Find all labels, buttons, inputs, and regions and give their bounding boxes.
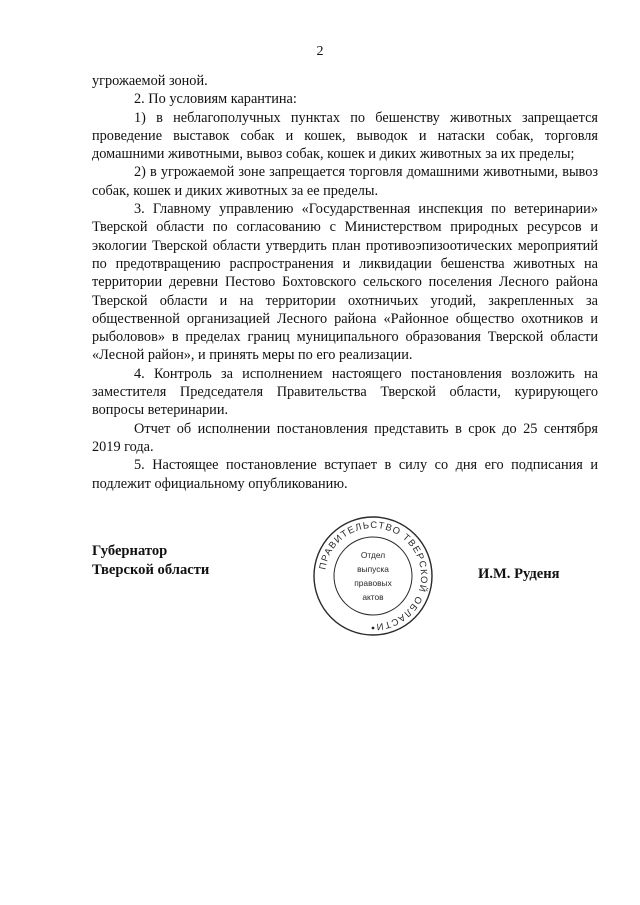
signatory-title — [92, 542, 209, 580]
paragraph-condition-1: 1) в неблагополучных пунктах по бешенству животных запрещается проведение выставок собак и кошек, выводок и натаски собак, торговля домашними животными, вывоз собак, кошек и диких животных за их пределы; — [92, 109, 598, 163]
paragraph-continuation: угрожаемой зоной. — [92, 73, 208, 89]
seal-bottom-star — [372, 627, 375, 630]
seal-inner-ring — [334, 537, 412, 615]
seal-ring-text: ПРАВИТЕЛЬСТВО ТВЕРСКОЙ ОБЛАСТИ — [316, 518, 431, 634]
signatory-title-line1: Губернатор — [92, 543, 168, 559]
document-body — [92, 72, 598, 493]
paragraph-item-5: 5. Настоящее постановление вступает в силу со дня его подписания и подлежит официальному опубликованию. — [92, 457, 598, 492]
page-number: 2 — [316, 44, 324, 59]
paragraph-condition-2: 2) в угрожаемой зоне запрещается торговля домашними животными, вывоз собак, кошек и диких животных за ее пределы. — [92, 164, 598, 199]
seal-center-line-1: Отдел — [360, 550, 386, 560]
paragraph-report: Отчет об исполнении постановления представить в срок до 25 сентября 2019 года. — [92, 420, 598, 455]
signatory-title-line2: Тверской области — [92, 562, 210, 578]
signatory-name: И.М. Руденя — [478, 566, 560, 582]
seal-center-line-4: актов — [362, 592, 384, 602]
seal-center-line-2: выпуска — [357, 564, 389, 574]
seal-outer-ring — [314, 517, 432, 635]
paragraph-item-4: 4. Контроль за исполнением настоящего постановления возложить на заместителя Председателя Правительства Тверской области, курирующего вопросы ветеринарии. — [92, 365, 598, 419]
seal-center-line-3: правовых — [354, 578, 392, 588]
official-seal-stamp — [311, 514, 435, 638]
paragraph-quarantine-conditions: 2. По условиям карантина: — [134, 91, 297, 108]
paragraph-item-3: 3. Главному управлению «Государственная инспекция по ветеринарии» Тверской области по согласованию с Министерством природных ресурсов и экологии Тверской области утвердить план противоэпизоотических мероприятий по предотвращению распространения и ликвидации бешенства животных на территории деревни Пестово Бохтовского сельского поселения Лесного района Тверской области и на территории охотничьих угодий, закрепленных за общественной организацией Лесного района «Районное общество охотников и рыболовов» в пределах границ муниципального образования Тверской области «Лесной район», и принять меры по его реализации. — [92, 201, 598, 364]
